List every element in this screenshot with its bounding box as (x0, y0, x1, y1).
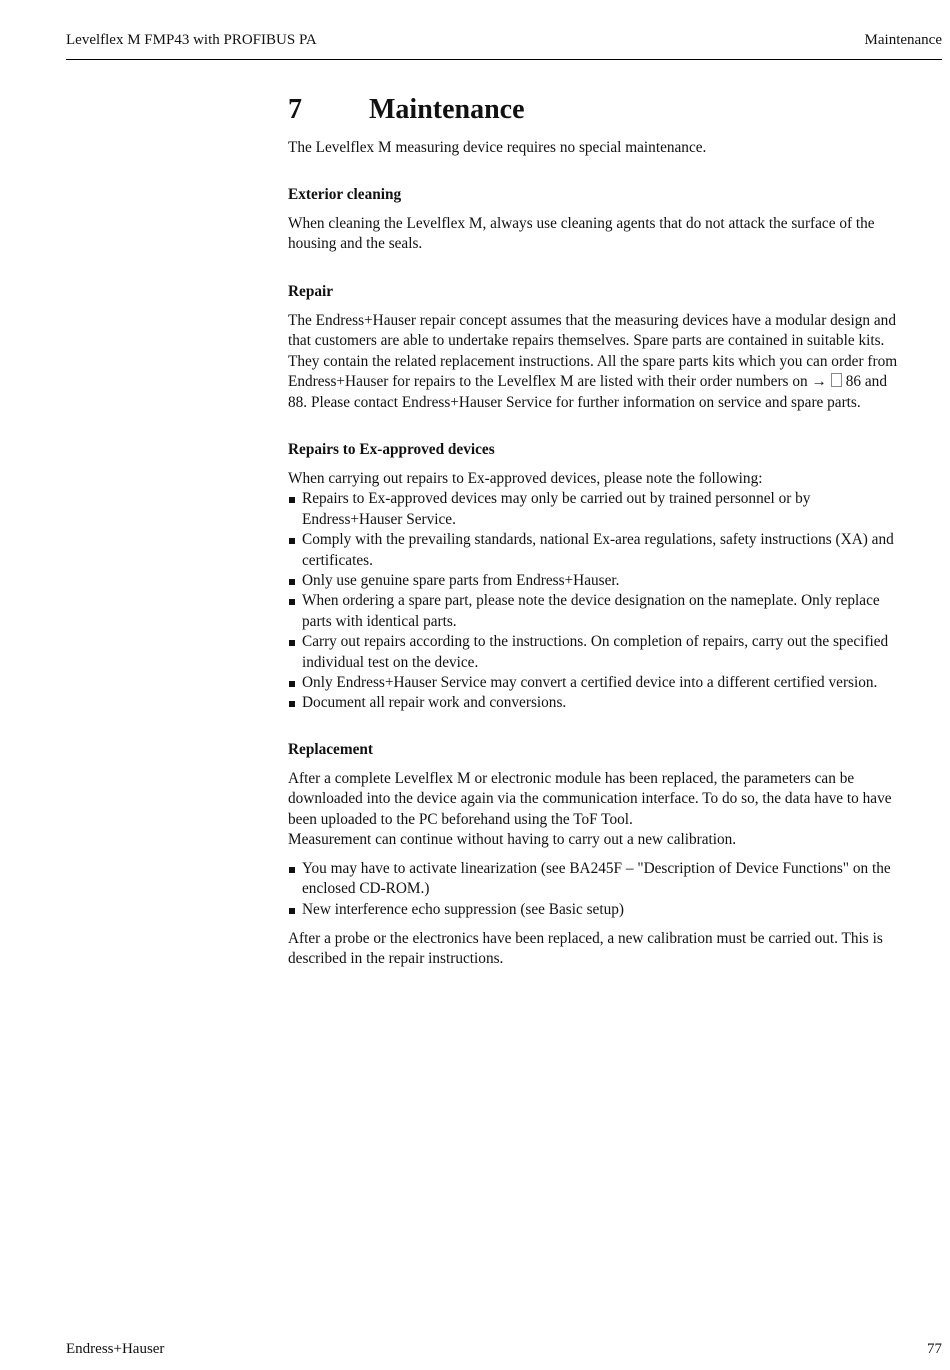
list-item-text: New interference echo suppression (see Basic setup) (302, 900, 624, 918)
page-number: 77 (927, 1341, 942, 1357)
bullet-icon (289, 867, 295, 873)
list-item-text: When ordering a spare part, please note the device designation on the nameplate. Only replace (302, 592, 880, 610)
bullet-icon (289, 701, 295, 707)
list-item-text: parts with identical parts. (302, 612, 457, 630)
replacement-text (288, 769, 948, 851)
chapter-heading (288, 94, 525, 126)
list-item (288, 859, 948, 900)
bullet-icon (289, 640, 295, 646)
text-line: After a probe or the electronics have been replaced, a new calibration must be carried out. This is (288, 930, 883, 947)
text-line: The Endress+Hauser repair concept assumes that the measuring devices have a modular design and (288, 312, 896, 329)
bullet-icon (289, 579, 295, 585)
page-icon (831, 373, 842, 387)
footer-company: Endress+Hauser (66, 1341, 165, 1357)
replacement-heading: Replacement (288, 741, 373, 758)
list-item-text: enclosed CD-ROM.) (302, 880, 430, 898)
replacement-list (288, 859, 948, 920)
ex-intro: When carrying out repairs to Ex-approved devices, please note the following: (288, 470, 763, 487)
list-item-line (288, 489, 948, 509)
list-item (288, 591, 948, 632)
list-item-text: certificates. (302, 551, 373, 569)
list-item-line (288, 900, 948, 920)
list-item-text: Repairs to Ex-approved devices may only be carried out by trained personnel or by (302, 490, 811, 508)
bullet-icon (289, 599, 295, 605)
list-item (288, 632, 948, 673)
list-item-line (288, 632, 948, 652)
list-item-text: You may have to activate linearization (see BA245F – "Description of Device Functions" on the (302, 860, 891, 877)
list-item-text: Carry out repairs according to the instructions. On completion of repairs, carry out the specified (302, 633, 889, 651)
list-item-line (288, 879, 948, 899)
header-section: Maintenance (864, 32, 942, 48)
list-item (288, 530, 948, 571)
bullet-icon (289, 538, 295, 544)
list-item-text: Only Endress+Hauser Service may convert a certified device into a different certified version. (302, 674, 878, 692)
list-item-line (288, 693, 948, 713)
exterior-heading: Exterior cleaning (288, 186, 402, 203)
list-item-text: Endress+Hauser Service. (302, 510, 456, 528)
list-item-text: Document all repair work and conversions. (302, 694, 567, 712)
list-item-line (288, 510, 948, 530)
text-line: They contain the related replacement instructions. All the spare parts kits which you can order from (288, 352, 898, 370)
header-title: Levelflex M FMP43 with PROFIBUS PA (66, 32, 317, 48)
list-item-line (288, 673, 948, 693)
list-item (288, 673, 948, 693)
chapter-number: 7 (288, 94, 302, 125)
text-line: Measurement can continue without having to carry out a new calibration. (288, 831, 737, 849)
text-line: housing and the seals. (288, 235, 423, 253)
list-item-line (288, 653, 948, 673)
text-line: described in the repair instructions. (288, 950, 504, 968)
text-line: downloaded into the device again via the communication interface. To do so, the data have to have (288, 790, 892, 808)
list-item (288, 693, 948, 713)
list-item-line (288, 571, 948, 591)
text-line: been uploaded to the PC beforehand using the ToF Tool. (288, 810, 633, 828)
text-line: that customers are able to undertake repairs themselves. Spare parts are contained in suitable kits. (288, 332, 885, 350)
bullet-icon (289, 908, 295, 914)
text-line: When cleaning the Levelflex M, always use cleaning agents that do not attack the surface of the (288, 215, 875, 232)
list-item (288, 489, 948, 530)
bullet-icon (289, 681, 295, 687)
list-item-line (288, 530, 948, 550)
list-item-line (288, 612, 948, 632)
header-rule (66, 59, 942, 60)
repair-line: 88. Please contact Endress+Hauser Service for further information on service and spare parts. (288, 393, 861, 411)
text-line: After a complete Levelflex M or electronic module has been replaced, the parameters can be (288, 770, 855, 787)
ex-heading: Repairs to Ex-approved devices (288, 441, 495, 458)
list-item-text: Only use genuine spare parts from Endress+Hauser. (302, 572, 620, 590)
intro-text: The Levelflex M measuring device requires no special maintenance. (288, 139, 707, 156)
list-item-line (288, 551, 948, 571)
bullet-icon (289, 497, 295, 503)
list-item (288, 900, 948, 920)
chapter-title: Maintenance (369, 94, 525, 125)
exterior-text (288, 214, 948, 255)
list-item-text: individual test on the device. (302, 653, 479, 671)
list-item-line (288, 859, 948, 879)
replacement-closing (288, 929, 948, 970)
page-reference: 86 and (845, 373, 887, 391)
list-item (288, 571, 948, 591)
repair-text (288, 311, 948, 413)
list-item-text: Comply with the prevailing standards, national Ex-area regulations, safety instructions (XA) and (302, 531, 894, 549)
list-item-line (288, 591, 948, 611)
repair-heading: Repair (288, 283, 334, 300)
ex-section (288, 469, 948, 714)
repair-line: Endress+Hauser for repairs to the Levelflex M are listed with their order numbers on → (288, 373, 827, 391)
